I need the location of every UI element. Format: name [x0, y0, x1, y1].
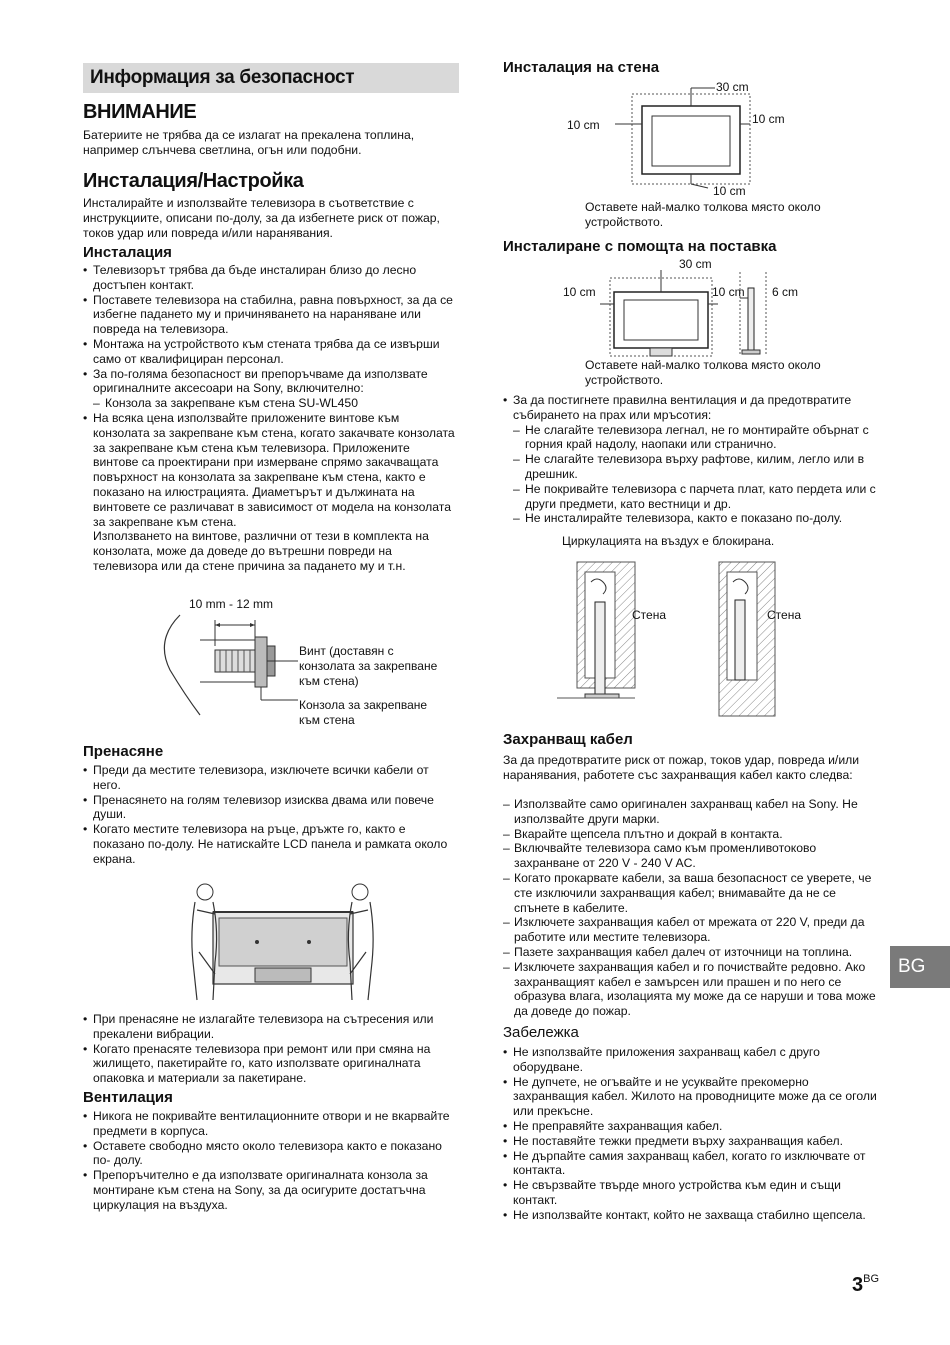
- carrying-illustration: [185, 882, 380, 1002]
- section-title: Информация за безопасност: [83, 63, 459, 93]
- wall-install-caption: Оставете най-малко толкова място около устройството.: [585, 200, 821, 229]
- note-list: [503, 1045, 881, 1223]
- stand-install-caption: Оставете най-малко толкова място около устройството.: [585, 358, 821, 387]
- note-heading: Забележка: [503, 1024, 579, 1041]
- wall-right-gap: 10 cm: [752, 112, 785, 126]
- list-item: • Оставете свободно място около телевизора както е показано по- долу.: [83, 1139, 458, 1169]
- list-item: – Не слагайте телевизора легнал, не го монтирайте обърнат с горния край надолу, наопаки или странично.: [503, 423, 881, 453]
- install-setup-heading: Инсталация/Настройка: [83, 170, 304, 192]
- carrying-list: [83, 763, 458, 867]
- power-cord-list: [503, 797, 881, 1019]
- list-item: • Когато пренасяте телевизора при ремонт или при смяна на жилището, пакетирайте го, като използвате оригиналната опаковка и материали за пакетиране.: [83, 1042, 458, 1086]
- list-item: • Никога не покривайте вентилационните отвори и не вкарвайте предмети в корпуса.: [83, 1109, 458, 1139]
- list-item: – Пазете захранващия кабел далеч от източници на топлина.: [503, 945, 881, 960]
- list-item: • Поставете телевизора на стабилна, равна повърхност, за да се избегне падането му и причиняването на нараняване или повреда на телевизора.: [83, 293, 458, 337]
- stand-top-gap: 30 cm: [679, 257, 712, 271]
- list-item: • Когато местите телевизора на ръце, дръжте го, както е показано по-долу. Не натискайте LCD панела и рамката около екрана.: [83, 822, 458, 866]
- vent-list: [503, 393, 881, 526]
- wall-label-left: Стена: [632, 608, 667, 622]
- list-item: • На всяка цена използвайте приложените винтове към конзолата за закрепване към стена, когато закачвате конзолата за закрепване към стена към телевизора. Приложените винтове са проектирани при измерване спрямо закачващата повърхност на конзолата за закрепване към стена, както е показано на илюстрацията. Диаметърът и дължината на винтовете се различават в зависимост от модела на конзолата за закрепване към стена.: [83, 411, 458, 529]
- list-item: • При пренасяне не излагайте телевизора на сътресения или прекалени вибрации.: [83, 1012, 458, 1042]
- installation-list: [83, 263, 458, 574]
- airflow-diagram: [555, 560, 795, 718]
- screws-note: Използването на винтове, различни от тези в комплекта на конзолата, може да доведе до вътрешни повреди на телевизора или да стене причина за падането му и т.н.: [93, 529, 429, 573]
- list-item: – Когато прокарвате кабели, за ваша безопасност се уверете, че сте изключили захранващия кабел; внимавайте да не се спънете в кабелите.: [503, 871, 881, 915]
- list-item: • Не използвайте приложения захранващ кабел с друго оборудване.: [503, 1045, 881, 1075]
- wall-bottom-gap: 10 cm: [713, 184, 746, 198]
- power-cord-heading: Захранващ кабел: [503, 731, 633, 748]
- install-setup-text: Инсталирайте и използвайте телевизора в съответствие с инструкциите, описани по-долу, за да избегнете риск от пожар, токов удар или повреда и/или наранявания.: [83, 196, 440, 240]
- list-item: • Монтажа на устройството към стената трябва да се извърши само от квалифициран персонал.: [83, 337, 458, 367]
- list-item: • Не свързвайте твърде много устройства към един и същи контакт.: [503, 1178, 881, 1208]
- stand-right-gap: 10 cm: [712, 285, 745, 299]
- wall-install-diagram: [600, 84, 770, 199]
- list-item: • Телевизорът трябва да бъде инсталиран близо до лесно достъпен контакт.: [83, 263, 458, 293]
- list-item: • За да постигнете правилна вентилация и да предотвратите събирането на прах или мръсотия:: [503, 393, 881, 423]
- stand-side-gap: 6 cm: [772, 285, 799, 299]
- wall-top-gap: 30 cm: [716, 80, 749, 94]
- power-cord-intro: За да предотвратите риск от пожар, токов удар, повреда и/или наранявания, работете със захранващия кабел както следва:: [503, 753, 860, 782]
- list-item: – Конзола за закрепване към стена SU-WL450: [83, 396, 458, 411]
- carrying-list-2: [83, 1012, 458, 1086]
- page-number: [852, 1274, 879, 1297]
- list-item: – Не инсталирайте телевизора, както е показано по-долу.: [503, 511, 881, 526]
- list-item: – Вкарайте щепсела плътно и докрай в контакта.: [503, 827, 881, 842]
- installation-heading: Инсталация: [83, 244, 172, 261]
- list-item: – Не покривайте телевизора с парчета плат, като пердета или с други предмети, като вестници и др.: [503, 482, 881, 512]
- list-item: • Не поставяйте тежки предмети върху захранващия кабел.: [503, 1134, 881, 1149]
- list-item: – Използвайте само оригинален захранващ кабел на Sony. Не използвайте други марки.: [503, 797, 881, 827]
- list-item: • Преди да местите телевизора, изключете всички кабели от него.: [83, 763, 458, 793]
- bracket-label: Конзола за закрепване към стена: [299, 698, 428, 727]
- list-item: – Не слагайте телевизора върху рафтове, килим, легло или в дрешник.: [503, 452, 881, 482]
- carrying-heading: Пренасяне: [83, 743, 164, 760]
- wall-install-heading: Инсталация на стена: [503, 59, 660, 76]
- screw-diagram: [160, 610, 300, 720]
- warning-heading: ВНИМАНИЕ: [83, 101, 197, 123]
- stand-install-heading: Инсталиране с помощта на поставка: [503, 238, 777, 255]
- list-item: • Не дърпайте самия захранващ кабел, когато го изключвате от контакта.: [503, 1149, 881, 1179]
- stand-install-diagram: [600, 268, 780, 358]
- list-item: • За по-голяма безопасност ви препоръчваме да използвате оригиналните аксесоари на Sony, включително:: [83, 367, 458, 397]
- list-item: • Препоръчително е да използвате оригиналната конзола за монтиране към стена на Sony, за да осигурите достатъчна циркулация на въздуха.: [83, 1168, 458, 1212]
- ventilation-list: [83, 1109, 458, 1213]
- language-tab: BG: [890, 946, 950, 988]
- list-item: • Не използвайте контакт, който не захваща стабилно щепсела.: [503, 1208, 881, 1223]
- screw-label: Винт (доставян с конзолата за закрепване към стена): [299, 644, 438, 688]
- list-item: – Изключете захранващия кабел и го почиствайте редовно. Ако захранващият кабел е замърсен или прашен и по него се образува влага, изолацията му може да се наруши и това може да доведе до пожар.: [503, 960, 881, 1019]
- list-item: • Пренасянето на голям телевизор изисква двама или повече души.: [83, 793, 458, 823]
- wall-left-gap: 10 cm: [567, 118, 600, 132]
- page-number-suffix: BG: [863, 1273, 880, 1285]
- list-item: – Включвайте телевизора само към променливотоково захранване от 220 V - 240 V AC.: [503, 841, 881, 871]
- list-item: • Не преправяйте захранващия кабел.: [503, 1119, 881, 1134]
- page-number-value: 3: [852, 1274, 864, 1296]
- screw-dimension: 10 mm - 12 mm: [189, 597, 274, 611]
- list-item: – Изключете захранващия кабел от мрежата от 220 V, преди да работите или местите телевизора.: [503, 915, 881, 945]
- wall-label-right: Стена: [767, 608, 802, 622]
- airflow-caption: Циркулацията на въздух е блокирана.: [562, 534, 775, 548]
- warning-text: Батериите не трябва да се излагат на прекалена топлина, например слънчева светлина, огън или подобни.: [83, 128, 415, 157]
- stand-left-gap: 10 cm: [563, 285, 596, 299]
- list-item: • Не дупчете, не огъвайте и не усуквайте прекомерно захранващия кабел. Жилото на проводниците може да се оголи или прекъсне.: [503, 1075, 881, 1119]
- ventilation-heading: Вентилация: [83, 1089, 173, 1106]
